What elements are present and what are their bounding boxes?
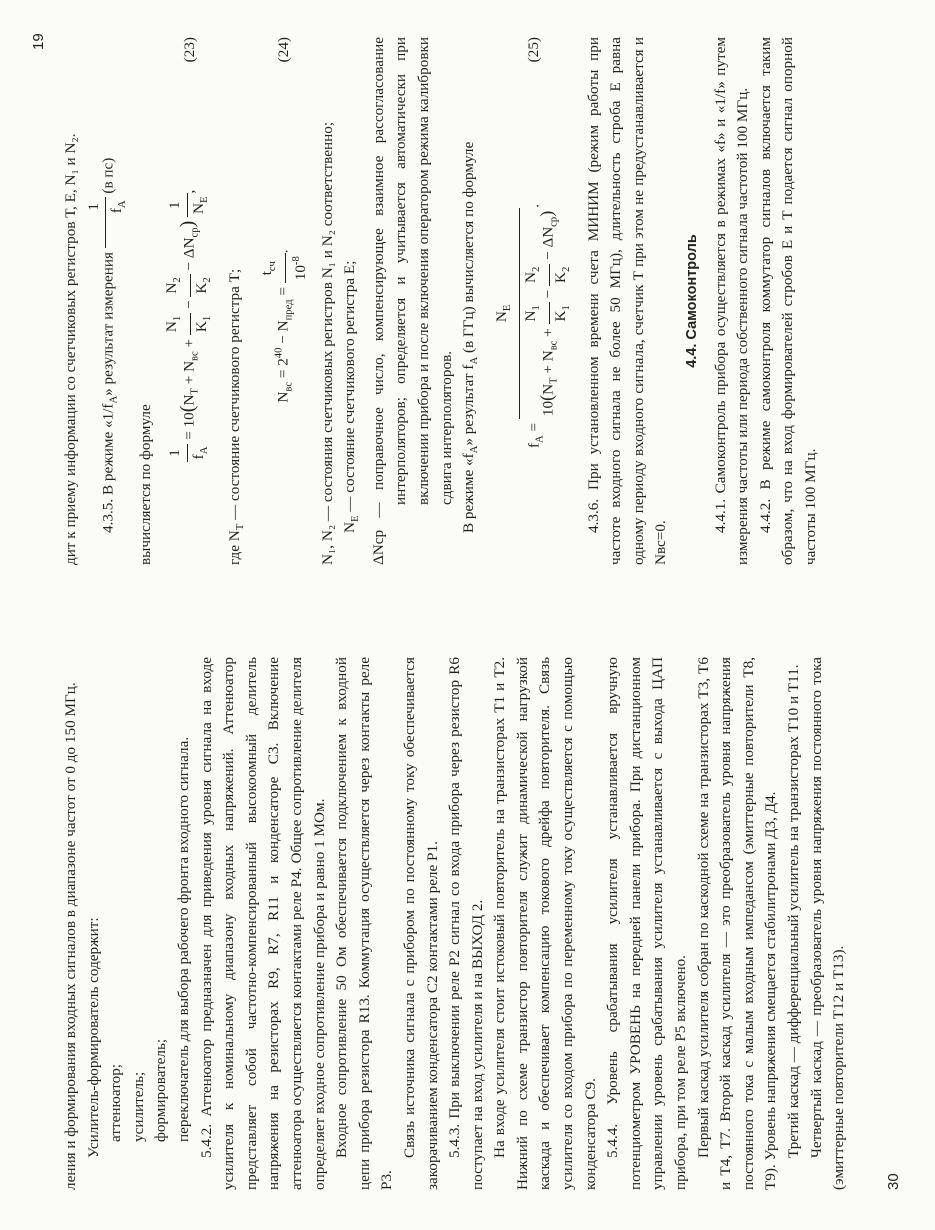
paragraph: Первый каскад усилителя собран по каскодной схеме на транзисторах Т3, Т6 и Т4, Т7. Второй каскад усилителя — это преобразователь уровня напряжения постоянного тока с малым входным импедансом (эмиттерные повторители Т8, Т9). Уровень напряжения смещается стабилитронами Д3, Д4. <box>694 657 780 1190</box>
section-heading: 4.4. Самоконтроль <box>684 234 701 368</box>
page-number-left: 30 <box>885 1173 902 1190</box>
paragraph: Четвертый каскад — преобразователь уровня напряжения постоянного тока (эмиттерные повторители Т12 и Т13). <box>807 657 848 1190</box>
equation-24: $N_{вс} = 2^{40} - N_{пред}$ = $t_{сч}$ $10^{-8}$ . (24) <box>258 37 309 403</box>
paragraph: Связь источника сигнала с прибором по постоянному току обеспечивается закорачиванием конденсатора С2 контактами реле Р1. <box>400 657 441 1190</box>
paragraph: дит к приему информации со счетчиковых регистров Т, Е, N₁ и N₂. <box>62 133 79 565</box>
right-page-column <box>60 37 823 565</box>
paragraph: Усилитель-формирователь содержит: <box>84 917 102 1158</box>
equation-25: $f_A$ = $N_E$ $10(N_T + N_{вс}$ + $N_1$ $K_1$ − $N_2$ $K_2$ − $\Delta N_{ср}$) . (25) <box>492 37 573 449</box>
paragraph: Входное сопротивление 50 Ом обеспечивается подключением к входной цепи прибора резистора R13. Коммутация осуществляется через контакты реле Р3. <box>333 657 396 1190</box>
paragraph: 5.4.4. Уровень срабатывания усилителя устанавливается вручную потенциометром УРОВЕНЬ на передней панели прибора. При дистанционном управлении уровень срабатывания усилителя устанавливается с выхода ЦАП прибора, при том реле Р5 включено. <box>604 657 690 1190</box>
paragraph-435: 4.3.5. В режиме «$1/f_A$» результат измерения 1 $f_A$ (в пс) <box>83 37 135 565</box>
list-item: усилитель; <box>129 1071 147 1142</box>
list-item: формирователь; <box>152 1038 170 1142</box>
paragraph: где $N_T$ — состояние счетчикового регистра Т; <box>225 268 246 565</box>
paragraph: ΔNср — поправочное число, компенсирующее взаимное рассогласование интерполяторов; определяется и учитывается автоматически при включении прибора и после включения оператором режима калибровки сдвига интерполяторов. <box>369 37 455 565</box>
list-item: аттенюатор; <box>107 1063 125 1142</box>
page-number-right: 19 <box>30 33 47 50</box>
paragraph: На входе усилителя стоит истоковый повторитель на транзисторах Т1 и Т2. Нижний по схеме транзистор повторителя служит динамической нагрузкой каскада и обеспечивает компенсацию токового дрейфа повторителя. Связь усилителя со входом прибора по переменному току осуществляется с помощью конденсатора С9. <box>491 657 599 1190</box>
list-item: переключатель для выбора рабочего фронта входного сигнала. <box>174 736 192 1142</box>
paragraph: 4.4.2. В режиме самоконтроля коммутатор сигналов включается таким образом, что на вход формирователей стробов Е и Т подается сигнал опорной частоты 100 МГц. <box>756 37 819 565</box>
paragraph: 4.3.6. При установленном времени счета МИНИМ (режим работы при частоте входного сигнала не более 50 МГц), длительность строба Е равна одному периоду входного сигнала, счетчик Т при этом не предустанавливается и Nвс=0. <box>584 37 670 565</box>
paragraph: 5.4.2. Аттенюатор предназначен для приведения уровня сигнала на входе усилителя к номинальному диапазону входных напряжений. Аттенюатор представляет собой частотно-компенсированный высокоомный делитель напряжения на резисторах R9, R7, R11 и конденсаторе С3. Включение аттенюатора осуществляется контактами реле Р4. Общее сопротивление делителя определяет входное сопротивление прибора и равно 1 МОм. <box>197 657 328 1190</box>
paragraph: Третий каскад — дифференциальный усилитель на транзисторах Т10 и Т11. <box>785 664 802 1158</box>
paragraph: ления и формирования входных сигналов в диапазоне частот от 0 до 150 МГц. <box>62 682 79 1190</box>
paragraph: N₁, N₂ — состояния счетчиковых регистров N₁ и N₂ соответственно; <box>318 121 336 565</box>
equation-23: 1 $f_A$ = $10(N_T + N_{вс}$ + $N_1$ $K_1$ − $N_2$ $K_2$ − $\Delta N_{ср}$) 1 $N_E$ , (23) <box>161 37 219 565</box>
paragraph: $N_E$ — состояние счетчикового регистра Е; <box>341 260 362 533</box>
paragraph: 5.4.3. При выключении реле Р2 сигнал со входа прибора через резистор R6 поступает на вход усилителя и на ВЫХОД 2. <box>446 657 486 1190</box>
paragraph: вычисляется по формуле <box>136 404 154 565</box>
left-page-column <box>60 657 851 1190</box>
paragraph: В режиме «$f_A$» результат $f_A$ (в ГГц) вычисляется по формуле <box>460 141 481 533</box>
fraction: 1 $f_A$ <box>83 197 135 248</box>
paragraph: 4.4.1. Самоконтроль прибора осуществляется в режимах «f» и «1/f» путем измерения частоты или периода собственного сигнала частотой 100 МГц. <box>711 37 752 565</box>
